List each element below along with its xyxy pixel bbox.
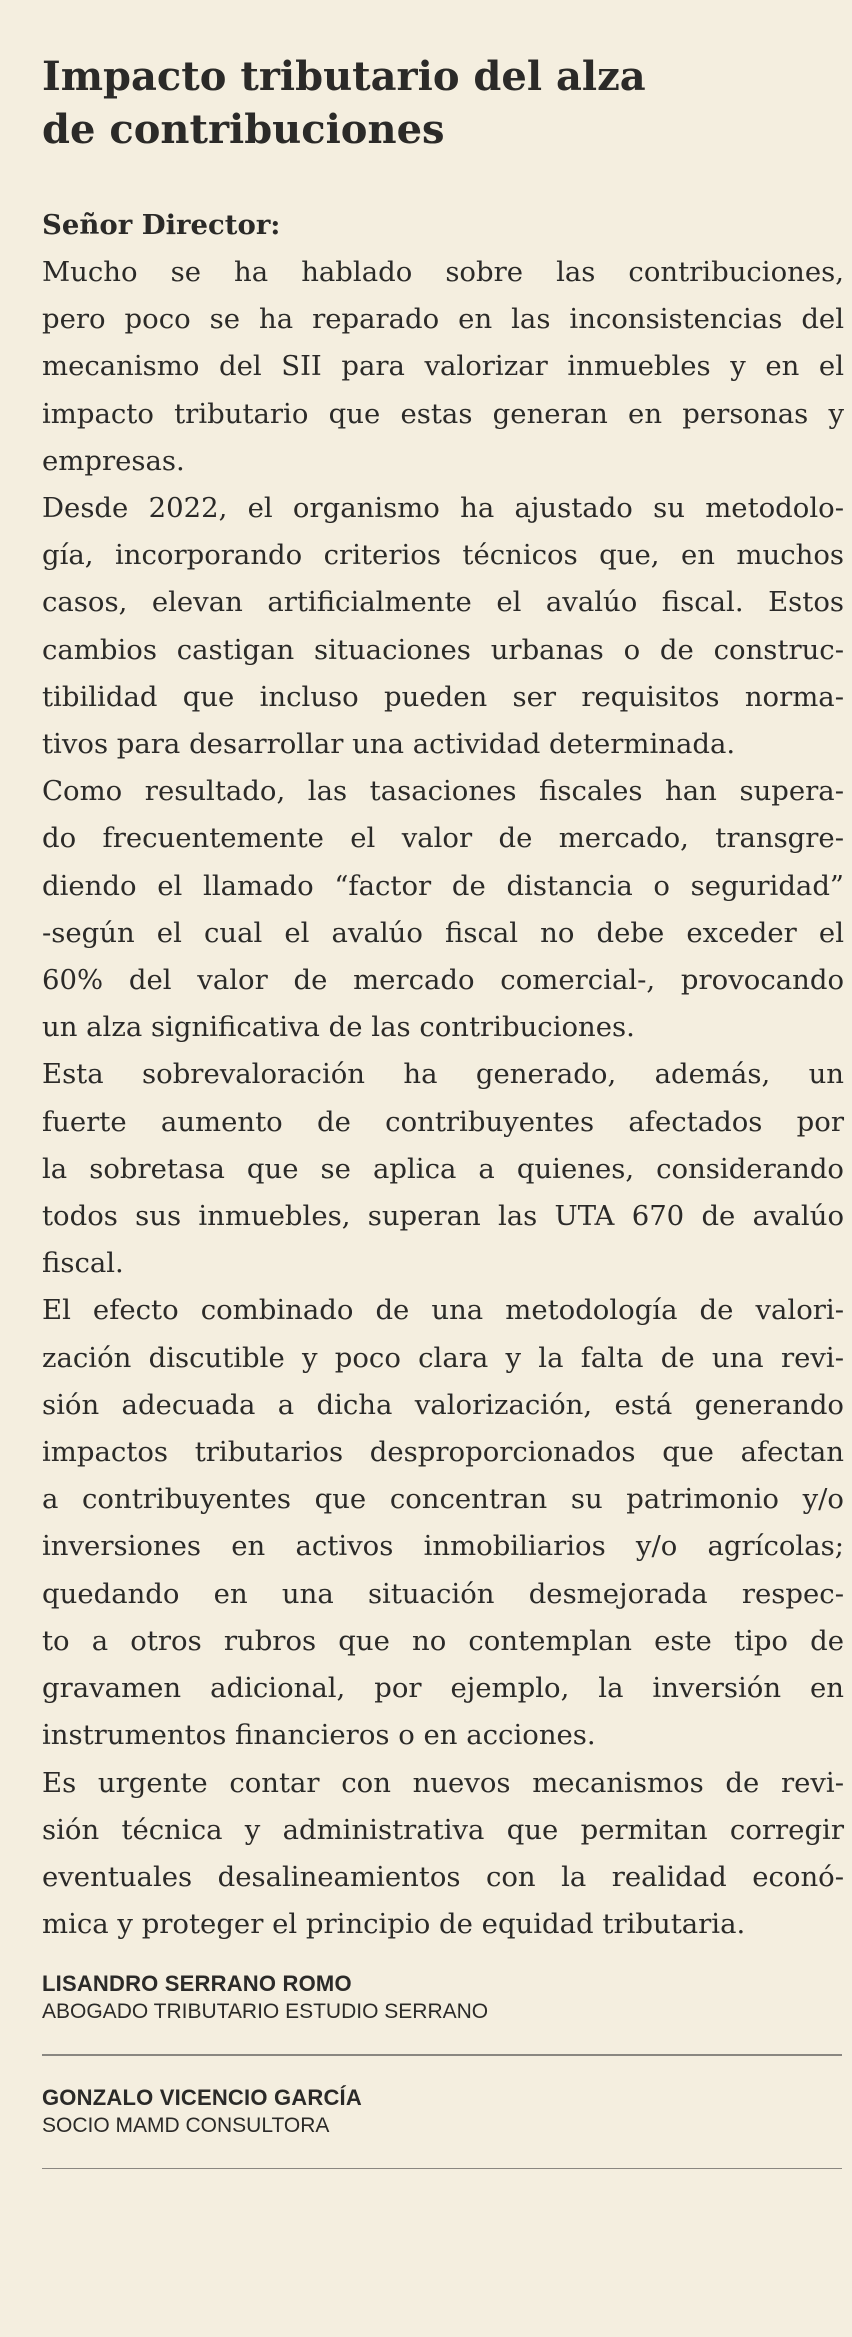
signer-name: LISANDRO SERRANO ROMO [42, 1971, 352, 1997]
divider [42, 2168, 842, 2170]
body-line: quedando en una situación desmejorada respec- [42, 1577, 844, 1610]
body-line: fiscal. [42, 1247, 124, 1280]
body-line: Mucho se ha hablado sobre las contribuciones, [42, 256, 844, 288]
body-line: instrumentos financieros o en acciones. [42, 1719, 596, 1752]
signer-name: GONZALO VICENCIO GARCÍA [42, 2084, 362, 2110]
body-line: diendo el llamado “factor de distancia o seguridad” [42, 869, 844, 902]
letter-body [42, 249, 844, 1948]
title-line: de contribuciones [42, 106, 445, 153]
body-line: impacto tributario que estas generan en personas y [42, 397, 844, 430]
body-line: sión técnica y administrativa que permitan corregir [42, 1813, 844, 1846]
body-line: empresas. [42, 444, 185, 477]
body-line: mecanismo del SII para valorizar inmuebles y en el [42, 350, 844, 383]
body-line: inversiones en activos inmobiliarios y/o agrícolas; [42, 1530, 844, 1563]
body-line: fuerte aumento de contribuyentes afectados por [42, 1105, 844, 1138]
body-line: pero poco se ha reparado en las inconsistencias del [42, 303, 844, 336]
body-line: un alza significativa de las contribuciones. [42, 1011, 635, 1044]
salutation: Señor Director: [42, 209, 281, 241]
signer-role: SOCIO MAMD CONSULTORA [42, 2113, 330, 2137]
body-line: tivos para desarrollar una actividad determinada. [42, 728, 736, 761]
body-line: 60% del valor de mercado comercial-, provocando [42, 964, 844, 997]
body-line: gravamen adicional, por ejemplo, la inversión en [42, 1672, 844, 1705]
body-line: eventuales desalineamientos con la realidad econó- [42, 1860, 844, 1893]
body-line: to a otros rubros que no contemplan este tipo de [42, 1624, 844, 1657]
body-line: mica y proteger el principio de equidad tributaria. [42, 1908, 746, 1941]
body-line: Desde 2022, el organismo ha ajustado su metodolo- [42, 492, 844, 525]
body-line: cambios castigan situaciones urbanas o de construc- [42, 633, 844, 666]
body-line: Es urgente contar con nuevos mecanismos de revi- [42, 1766, 844, 1799]
body-line: a contribuyentes que concentran su patrimonio y/o [42, 1483, 844, 1516]
title-line: Impacto tributario del alza [42, 53, 646, 100]
signatures [42, 1970, 844, 2169]
body-line: El efecto combinado de una metodología de valori- [42, 1294, 844, 1327]
body-line: -según el cual el avalúo fiscal no debe exceder el [42, 916, 844, 949]
body-line: impactos tributarios desproporcionados que afectan [42, 1436, 844, 1469]
body-line: todos sus inmuebles, superan las UTA 670 de avalúo [42, 1200, 844, 1233]
body-line: gía, incorporando criterios técnicos que, en muchos [42, 539, 844, 572]
signature-block [42, 1970, 844, 2026]
body-line: sión adecuada a dicha valorización, está generando [42, 1388, 844, 1421]
body-line: do frecuentemente el valor de mercado, transgre- [42, 822, 844, 855]
body-line: la sobretasa que se aplica a quienes, considerando [42, 1152, 844, 1185]
body-line: tibilidad que incluso pueden ser requisitos norma- [42, 680, 844, 713]
body-line: Como resultado, las tasaciones fiscales han supera- [42, 775, 844, 808]
divider [42, 2054, 842, 2056]
body-line: zación discutible y poco clara y la falta de una revi- [42, 1341, 844, 1374]
body-line: casos, elevan artificialmente el avalúo fiscal. Estos [42, 586, 844, 619]
body-line: Esta sobrevaloración ha generado, además, un [42, 1058, 844, 1091]
signer-role: ABOGADO TRIBUTARIO ESTUDIO SERRANO [42, 2000, 489, 2024]
signature-block [42, 2084, 844, 2140]
article-title [42, 50, 844, 156]
